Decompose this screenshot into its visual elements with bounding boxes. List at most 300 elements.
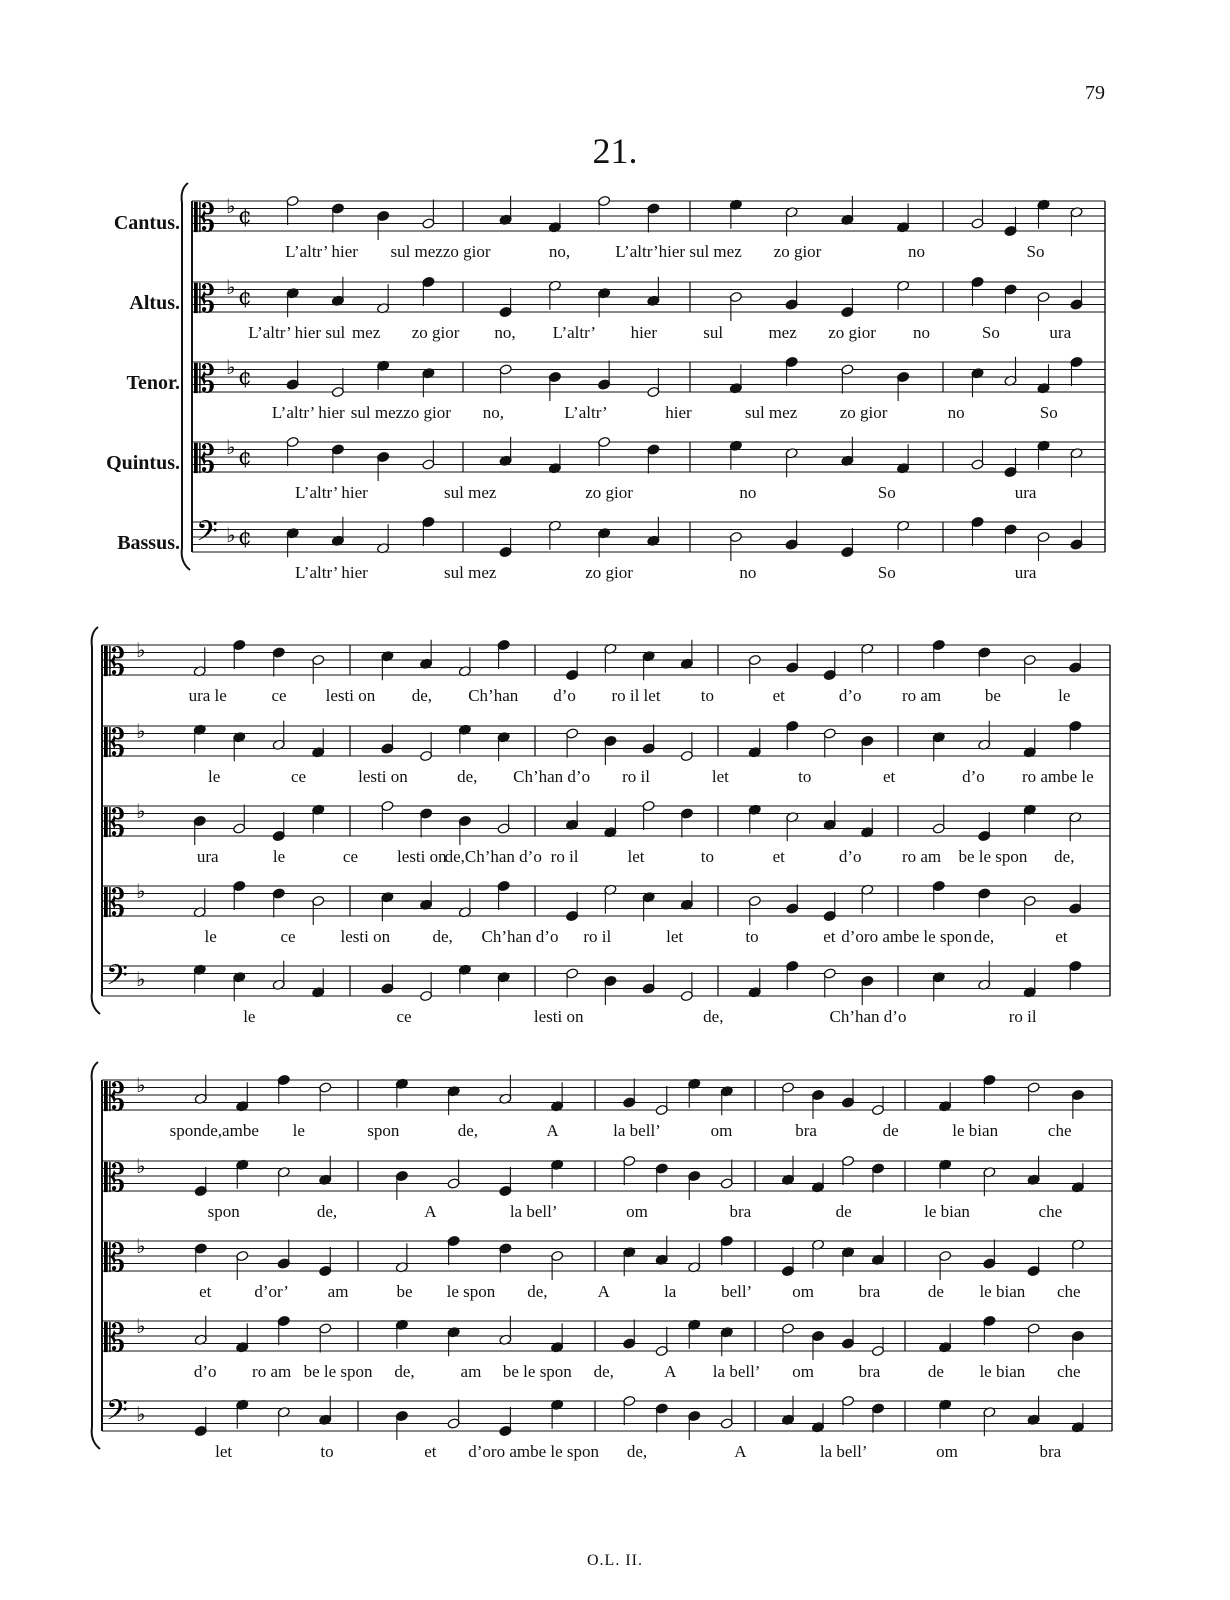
page-number: 79: [1085, 82, 1105, 104]
note-head: [932, 823, 945, 834]
lyric-syllable: de: [927, 1282, 944, 1301]
note-head: [193, 724, 206, 735]
flat-icon: ♭: [226, 194, 236, 218]
lyric-syllable: no,: [482, 403, 505, 422]
staff-2-2: [102, 719, 1110, 786]
note-head: [277, 1167, 290, 1178]
lyric-syllable: et: [199, 1282, 212, 1301]
note-head: [932, 732, 945, 743]
note-head: [377, 360, 390, 371]
note-head: [1004, 225, 1017, 236]
note-head: [811, 1239, 824, 1250]
note-head: [1004, 524, 1017, 535]
note-head: [823, 819, 836, 830]
lyric-syllable: le: [204, 927, 217, 946]
note-head: [1037, 291, 1050, 302]
lyric-syllable: le: [208, 767, 221, 786]
c-clef-icon: 𝄡: [104, 640, 126, 684]
lyric-syllable: bra: [795, 1121, 817, 1140]
note-head: [1027, 1414, 1040, 1425]
lyric-syllable: ro am: [901, 686, 942, 705]
note-head: [983, 1407, 996, 1418]
lyric-syllable: om: [936, 1442, 958, 1461]
lyric-syllable: So: [1039, 403, 1058, 422]
note-head: [871, 1163, 884, 1174]
lyric-syllable: So: [981, 323, 1000, 342]
note-head: [680, 990, 693, 1001]
note-head: [381, 743, 394, 754]
c-clef-icon: 𝄡: [194, 277, 216, 321]
note-head: [499, 214, 512, 225]
note-head: [1027, 1323, 1040, 1334]
lyric-syllable: bra: [729, 1202, 752, 1221]
note-head: [781, 1323, 794, 1334]
note-head: [422, 368, 435, 379]
note-head: [566, 968, 579, 979]
lyric-syllable: de: [835, 1202, 852, 1221]
c-clef-icon: 𝄡: [194, 437, 216, 481]
note-head: [983, 1315, 996, 1326]
note-head: [748, 987, 761, 998]
note-head: [312, 804, 325, 815]
note-head: [871, 1345, 884, 1356]
note-head: [194, 1093, 207, 1104]
lyric-syllable: ro am: [901, 847, 942, 866]
lyric-syllable: lesti on: [340, 927, 391, 946]
note-head: [1070, 356, 1083, 367]
note-head: [688, 1262, 701, 1273]
flat-icon: ♭: [226, 355, 236, 379]
note-head: [272, 979, 285, 990]
staff-3-3: [102, 1234, 1112, 1301]
lyric-syllable: L’altr’: [564, 403, 608, 422]
note-head: [786, 903, 799, 914]
note-head: [331, 295, 344, 306]
lyric-syllable: de,: [703, 1007, 724, 1026]
note-head: [748, 747, 761, 758]
note-head: [331, 203, 344, 214]
note-head: [551, 1342, 564, 1353]
note-head: [785, 356, 798, 367]
note-head: [566, 728, 579, 739]
lyric-syllable: zo gior: [828, 323, 876, 342]
lyric-syllable: ce: [271, 686, 287, 705]
note-head: [193, 666, 206, 677]
note-head: [233, 732, 246, 743]
lyric-syllable: d’o: [962, 767, 985, 786]
note-head: [861, 735, 874, 746]
bass-clef-icon: 𝄢: [196, 515, 218, 555]
note-head: [312, 987, 325, 998]
system-3: [92, 1062, 1112, 1461]
flat-icon: ♭: [136, 638, 146, 662]
note-head: [655, 1345, 668, 1356]
lyric-syllable: sul mez: [744, 403, 798, 422]
staff-2-4: [102, 879, 1110, 946]
note-head: [236, 1101, 249, 1112]
note-head: [1071, 1239, 1084, 1250]
note-head: [1027, 1082, 1040, 1093]
note-head: [983, 1167, 996, 1178]
note-head: [499, 455, 512, 466]
lyric-syllable: le bian: [979, 1282, 1026, 1301]
note-head: [319, 1323, 332, 1334]
system-bracket: [92, 627, 100, 1014]
note-head: [377, 303, 390, 314]
voice-label-bassus: Bassus.: [117, 532, 180, 554]
lyric-syllable: be le spon: [958, 847, 1028, 866]
note-head: [642, 651, 655, 662]
lyric-syllable: let: [627, 847, 645, 866]
lyric-syllable: zo gior: [585, 563, 633, 582]
lyric-syllable: sponde,ambe: [169, 1121, 259, 1140]
lyric-syllable: zo gior: [411, 323, 460, 342]
note-head: [655, 1104, 668, 1115]
lyric-syllable: d’o: [193, 1362, 217, 1381]
lyric-syllable: de: [882, 1121, 899, 1140]
note-head: [420, 899, 433, 910]
lyric-syllable: et: [772, 847, 785, 866]
lyric-syllable: le: [292, 1121, 305, 1140]
note-head: [381, 800, 394, 811]
note-head: [1070, 299, 1083, 310]
note-head: [1070, 207, 1083, 218]
note-head: [447, 1418, 460, 1429]
note-head: [983, 1074, 996, 1085]
lyric-syllable: sul: [703, 323, 724, 342]
staff-1-1: [192, 194, 1105, 261]
note-head: [497, 732, 510, 743]
lyric-syllable: che: [1038, 1202, 1063, 1221]
lyric-syllable: no: [912, 323, 930, 342]
note-head: [841, 214, 854, 225]
lyric-syllable: to: [700, 847, 715, 866]
staff-3-5: [102, 1394, 1112, 1461]
note-head: [786, 720, 799, 731]
lyric-syllable: ro am: [252, 1362, 292, 1381]
note-head: [1069, 812, 1082, 823]
lyric-syllable: am: [460, 1362, 482, 1381]
note-head: [861, 975, 874, 986]
lyric-syllable: ro il: [583, 927, 612, 946]
lyric-syllable: ro il: [622, 767, 650, 786]
note-head: [319, 1414, 332, 1425]
note-head: [422, 459, 435, 470]
note-head: [841, 364, 854, 375]
note-head: [499, 1243, 512, 1254]
note-head: [236, 1342, 249, 1353]
note-head: [551, 1101, 564, 1112]
lyric-syllable: om: [710, 1121, 733, 1140]
note-head: [286, 195, 299, 206]
note-head: [781, 1082, 794, 1093]
note-head: [1069, 903, 1082, 914]
flat-icon: ♭: [226, 523, 236, 547]
flat-icon: ♭: [136, 799, 146, 823]
note-head: [1023, 987, 1036, 998]
staff-3-1: [102, 1073, 1112, 1140]
note-head: [841, 1155, 854, 1166]
note-head: [447, 1327, 460, 1338]
lyric-syllable: bra: [1039, 1442, 1062, 1461]
note-head: [786, 662, 799, 673]
note-head: [729, 531, 742, 542]
note-head: [497, 880, 510, 891]
note-head: [193, 815, 206, 826]
lyric-syllable: de,: [457, 1121, 479, 1140]
note-head: [680, 899, 693, 910]
note-head: [680, 658, 693, 669]
lyric-syllable: A: [597, 1282, 610, 1301]
note-head: [312, 895, 325, 906]
note-head: [312, 654, 325, 665]
note-head: [978, 830, 991, 841]
lyric-syllable: So: [1026, 242, 1045, 261]
lyric-syllable: to: [798, 767, 812, 786]
note-head: [978, 647, 991, 658]
lyric-syllable: zo gior: [839, 403, 888, 422]
lyric-syllable: L’altr’ hier: [271, 403, 345, 422]
note-head: [823, 728, 836, 739]
lyric-syllable: L’altr’ hier: [294, 563, 368, 582]
note-head: [971, 276, 984, 287]
note-head: [548, 280, 561, 291]
note-head: [233, 972, 246, 983]
note-head: [499, 1093, 512, 1104]
note-head: [680, 750, 693, 761]
lyric-syllable: ura: [1014, 483, 1037, 502]
note-head: [647, 203, 660, 214]
note-head: [897, 371, 910, 382]
note-head: [272, 830, 285, 841]
note-head: [1037, 199, 1050, 210]
lyric-syllable: Ch’han d’o: [481, 927, 559, 946]
flat-icon: ♭: [136, 1154, 146, 1178]
cut-time-icon: ¢: [238, 204, 252, 229]
lyric-syllable: de,: [432, 927, 453, 946]
note-head: [971, 368, 984, 379]
note-head: [786, 960, 799, 971]
flat-icon: ♭: [136, 1314, 146, 1338]
lyric-syllable: le: [243, 1007, 256, 1026]
lyric-syllable: la bell’: [613, 1121, 661, 1140]
note-head: [377, 210, 390, 221]
note-head: [604, 827, 617, 838]
note-head: [447, 1235, 460, 1246]
note-head: [286, 379, 299, 390]
lyric-syllable: ro il: [1008, 1007, 1037, 1026]
lyric-syllable: d’o: [553, 686, 576, 705]
lyric-syllable: lesti on: [325, 686, 376, 705]
note-head: [932, 639, 945, 650]
note-head: [1071, 1330, 1084, 1341]
lyric-syllable: L’altr’ hier sul: [248, 323, 346, 342]
note-head: [978, 888, 991, 899]
note-head: [786, 812, 799, 823]
lyric-syllable: zo gior: [585, 483, 633, 502]
note-head: [447, 1086, 460, 1097]
note-head: [566, 819, 579, 830]
note-head: [1004, 375, 1017, 386]
note-head: [748, 654, 761, 665]
lyric-syllable: sul mez: [444, 483, 497, 502]
note-head: [841, 546, 854, 557]
note-head: [971, 516, 984, 527]
lyric-syllable: A: [664, 1362, 677, 1381]
note-head: [422, 516, 435, 527]
piece-number: 21.: [592, 131, 638, 171]
lyric-syllable: de,: [626, 1442, 648, 1461]
lyric-syllable: let: [711, 767, 729, 786]
lyric-syllable: et: [823, 927, 836, 946]
note-head: [497, 823, 510, 834]
lyric-syllable: de: [927, 1362, 944, 1381]
lyric-syllable: mez: [351, 323, 381, 342]
note-head: [841, 1097, 854, 1108]
note-head: [194, 1185, 207, 1196]
note-head: [233, 880, 246, 891]
lyric-syllable: no: [908, 242, 925, 261]
lyric-syllable: ro il: [550, 847, 579, 866]
note-head: [897, 222, 910, 233]
lyric-syllable: de,: [316, 1202, 338, 1221]
note-head: [623, 1155, 636, 1166]
note-head: [939, 1399, 952, 1410]
lyric-syllable: to: [745, 927, 759, 946]
lyric-syllable: sul mezzo gior: [350, 403, 451, 422]
lyric-syllable: let: [666, 927, 684, 946]
lyric-syllable: om: [792, 1362, 814, 1381]
note-head: [841, 1247, 854, 1258]
note-head: [499, 1185, 512, 1196]
c-clef-icon: 𝄡: [104, 1156, 126, 1200]
note-head: [720, 1086, 733, 1097]
lyric-syllable: no: [739, 563, 757, 582]
lyric-syllable: bra: [858, 1362, 881, 1381]
note-head: [841, 1338, 854, 1349]
note-head: [395, 1078, 408, 1089]
system-1: [182, 183, 1105, 582]
note-head: [781, 1174, 794, 1185]
lyric-syllable: Ch’han: [468, 686, 519, 705]
note-head: [939, 1342, 952, 1353]
note-head: [623, 1338, 636, 1349]
note-head: [395, 1410, 408, 1421]
note-head: [233, 639, 246, 650]
lyric-syllable: ce: [396, 1007, 412, 1026]
lyric-syllable: d’o: [838, 847, 862, 866]
lyric-syllable: lesti on: [397, 847, 447, 866]
note-head: [566, 669, 579, 680]
note-head: [420, 750, 433, 761]
lyric-syllable: le bian: [952, 1121, 999, 1140]
note-head: [604, 735, 617, 746]
lyric-syllable: la bell’: [509, 1202, 558, 1221]
lyric-syllable: to: [700, 686, 715, 705]
lyric-syllable: So: [877, 483, 896, 502]
note-head: [978, 739, 991, 750]
staff-1-4: [192, 435, 1105, 502]
lyric-syllable: ce: [342, 847, 359, 866]
note-head: [811, 1422, 824, 1433]
note-head: [939, 1159, 952, 1170]
c-clef-icon: 𝄡: [194, 357, 216, 401]
lyric-syllable: d’o: [838, 686, 862, 705]
note-head: [458, 815, 471, 826]
note-head: [932, 972, 945, 983]
lyric-syllable: d’or’: [254, 1282, 289, 1301]
note-head: [939, 1250, 952, 1261]
note-head: [748, 895, 761, 906]
note-head: [785, 539, 798, 550]
note-head: [499, 306, 512, 317]
cut-time-icon: ¢: [238, 365, 252, 390]
lyric-syllable: be: [984, 686, 1001, 705]
note-head: [377, 451, 390, 462]
lyric-syllable: be le spon: [502, 1362, 572, 1381]
note-head: [811, 1182, 824, 1193]
note-head: [897, 463, 910, 474]
note-head: [729, 383, 742, 394]
lyric-syllable: be: [396, 1282, 413, 1301]
flat-icon: ♭: [226, 435, 236, 459]
lyric-syllable: bra: [858, 1282, 881, 1301]
lyric-syllable: zo gior: [773, 242, 822, 261]
note-head: [1071, 1089, 1084, 1100]
flat-icon: ♭: [136, 879, 146, 903]
note-head: [720, 1235, 733, 1246]
note-head: [551, 1399, 564, 1410]
note-head: [680, 808, 693, 819]
note-head: [971, 459, 984, 470]
staff-3-2: [102, 1154, 1112, 1221]
note-head: [655, 1254, 668, 1265]
lyric-syllable: hier: [630, 323, 658, 342]
note-head: [420, 808, 433, 819]
system-bracket: [182, 183, 190, 570]
note-head: [871, 1403, 884, 1414]
note-head: [871, 1104, 884, 1115]
lyric-syllable: ura: [196, 847, 219, 866]
cut-time-icon: ¢: [238, 525, 252, 550]
note-head: [1069, 662, 1082, 673]
note-head: [598, 379, 611, 390]
system-2: [92, 627, 1110, 1026]
lyric-syllable: de,: [1054, 847, 1075, 866]
lyric-syllable: et: [882, 767, 896, 786]
note-head: [193, 907, 206, 918]
note-head: [381, 651, 394, 662]
note-head: [623, 1097, 636, 1108]
note-head: [1004, 284, 1017, 295]
lyric-syllable: et: [1055, 927, 1068, 946]
lyric-syllable: ura le: [188, 686, 227, 705]
note-head: [623, 1395, 636, 1406]
note-head: [1037, 383, 1050, 394]
note-head: [983, 1258, 996, 1269]
note-head: [277, 1258, 290, 1269]
note-head: [785, 299, 798, 310]
note-head: [688, 1410, 701, 1421]
note-head: [642, 983, 655, 994]
note-head: [286, 528, 299, 539]
note-head: [1069, 960, 1082, 971]
flat-icon: ♭: [136, 1073, 146, 1097]
lyric-syllable: no: [947, 403, 965, 422]
voice-label-altus: Altus.: [129, 292, 180, 314]
note-head: [781, 1265, 794, 1276]
lyric-syllable: lesti on: [358, 767, 408, 786]
